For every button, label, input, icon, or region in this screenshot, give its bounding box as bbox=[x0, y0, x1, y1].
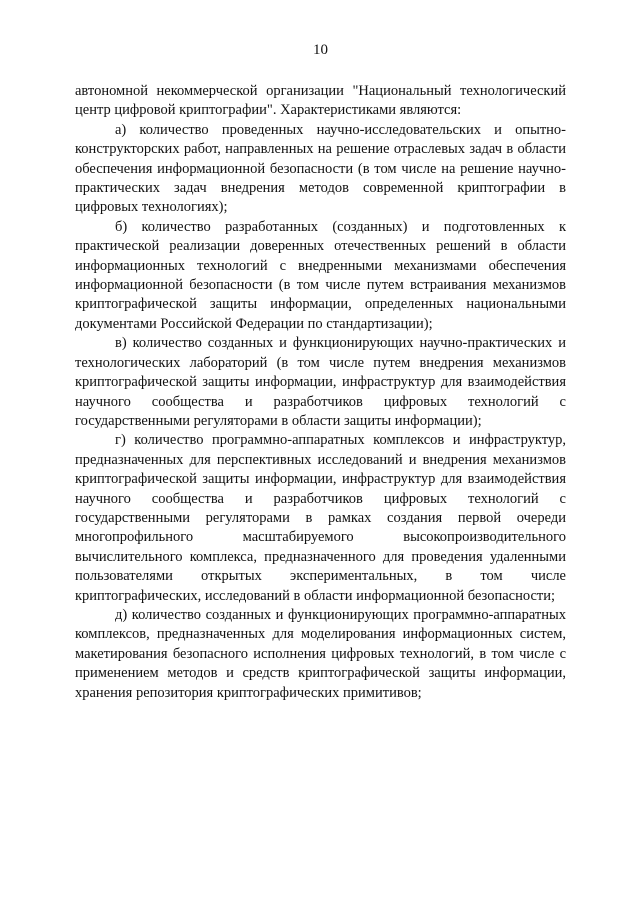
page-number: 10 bbox=[313, 42, 328, 58]
item-g-paragraph: г) количество программно-аппаратных комплексов и инфраструктур, предназначенных для перспективных исследований и внедрения механизмов криптографической защиты информации, инфраструктур для взаимодействия научного сообщества и разработчиков цифровых технологий с государственными регуляторами в рамках создания первой очереди многопрофильного масштабируемого высокопроизводительного вычислительного комплекса, предназначенного для проведения удаленными пользователями открытых экспериментальных, в том числе криптографических, исследований в области информационной безопасности; bbox=[75, 432, 566, 604]
intro-paragraph: автономной некоммерческой организации "Национальный технологический центр цифровой криптографии". Характеристиками являются: bbox=[75, 83, 566, 119]
item-a-paragraph: а) количество проведенных научно-исследовательских и опытно-конструкторских работ, направленных на решение отраслевых задач в области обеспечения информационной безопасности (в том числе на решение научно-практических задач внедрения методов современной криптографии в цифровых технологиях); bbox=[75, 121, 566, 216]
item-d-paragraph: д) количество созданных и функционирующих программно-аппаратных комплексов, предназначенных для моделирования информационных систем, макетирования безопасного исполнения цифровых технологий, в том числе с применением методов и средств криптографической защиты информации, хранения репозитория криптографических примитивов; bbox=[75, 606, 566, 701]
item-v-paragraph: в) количество созданных и функционирующих научно-практических и технологических лабораторий (в том числе путем внедрения механизмов криптографической защиты информации, инфраструктур для взаимодействия научного сообщества и разработчиков цифровых технологий с государственными регуляторами в области защиты информации); bbox=[75, 335, 566, 429]
item-b-paragraph: б) количество разработанных (созданных) и подготовленных к практической реализации доверенных отечественных решений в области информационных технологий с внедренными механизмами обеспечения информационной безопасности (в том числе путем встраивания механизмов криптографической защиты информации, определенных национальными документами Российской Федерации по стандартизации); bbox=[75, 218, 566, 332]
